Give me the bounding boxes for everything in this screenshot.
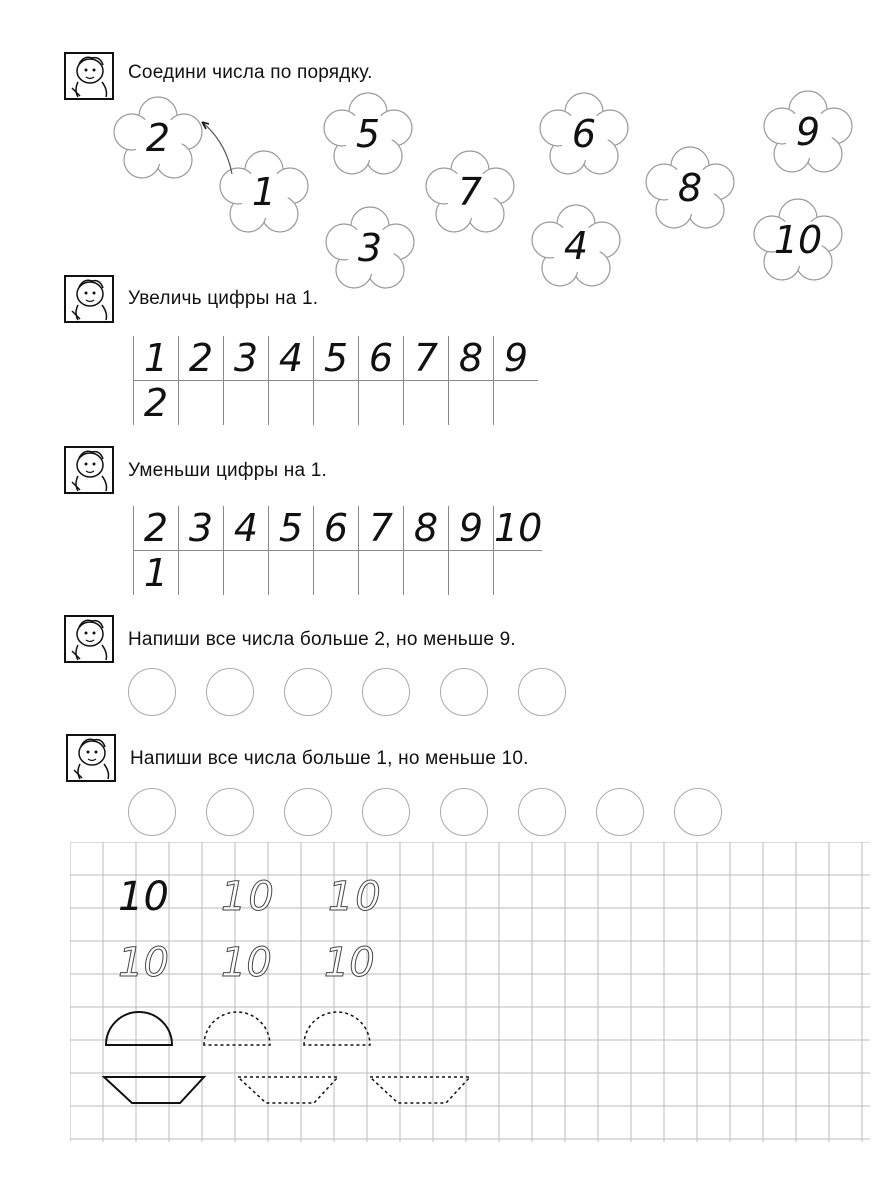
trace-ten: 10 <box>220 940 272 986</box>
answer-cell[interactable]: 1 <box>134 551 179 596</box>
given-digit-cell: 3 <box>179 506 224 551</box>
flower-number: 10 <box>773 218 823 262</box>
answer-cell[interactable] <box>269 381 314 426</box>
trace-ten: 10 <box>327 874 383 920</box>
given-digit-cell: 5 <box>269 506 314 551</box>
number-flower <box>324 206 416 290</box>
given-digit-cell: 3 <box>224 336 269 381</box>
answer-cell[interactable] <box>224 551 269 596</box>
given-digit-cell: 9 <box>494 336 539 381</box>
increase-table <box>133 336 538 425</box>
answer-circle[interactable] <box>284 668 332 716</box>
flower-number: 7 <box>457 170 483 214</box>
flower-number: 5 <box>355 112 381 156</box>
answer-circle[interactable] <box>284 788 332 836</box>
flower-number: 6 <box>571 112 597 156</box>
answer-cell[interactable] <box>179 551 224 596</box>
answer-cell[interactable] <box>359 551 404 596</box>
answer-cell[interactable] <box>494 551 543 596</box>
given-digit-cell: 10 <box>494 506 543 550</box>
shape-patterns <box>100 1005 480 1120</box>
answer-cell[interactable] <box>269 551 314 596</box>
trapezoid-trace <box>238 1077 338 1103</box>
semicircle-trace <box>304 1012 370 1045</box>
semicircle-shape <box>106 1012 172 1045</box>
flower-number: 9 <box>795 110 821 154</box>
copy-row-2 <box>118 940 375 986</box>
given-digit-cell: 1 <box>134 336 179 381</box>
task-icon-5 <box>66 734 116 782</box>
answer-cell[interactable] <box>494 381 539 426</box>
number-flower <box>644 146 736 230</box>
answer-cell[interactable]: 2 <box>134 381 179 426</box>
task-icon-1 <box>64 52 114 100</box>
given-digit-cell: 6 <box>314 506 359 551</box>
number-flower <box>322 92 414 176</box>
connect-arrow <box>190 112 250 182</box>
task-icon-4 <box>64 615 114 663</box>
given-digit-cell: 4 <box>269 336 314 381</box>
given-digit-cell: 8 <box>404 506 449 551</box>
answer-circle[interactable] <box>440 668 488 716</box>
given-digit-cell: 5 <box>314 336 359 381</box>
answer-cell[interactable] <box>179 381 224 426</box>
answer-cell[interactable] <box>224 381 269 426</box>
child-face-icon <box>64 275 114 323</box>
answer-circle[interactable] <box>206 668 254 716</box>
task-title-5: Напиши все числа больше 1, но меньше 10. <box>130 748 529 769</box>
answer-circle[interactable] <box>518 668 566 716</box>
given-digit-cell: 2 <box>179 336 224 381</box>
child-face-icon <box>64 615 114 663</box>
flower-number: 8 <box>677 166 703 210</box>
semicircle-trace <box>204 1012 270 1045</box>
task-icon-3 <box>64 446 114 494</box>
answer-circles-task5 <box>128 788 722 836</box>
answer-circle[interactable] <box>440 788 488 836</box>
answer-circles-task4 <box>128 668 566 716</box>
task-title-3: Уменьши цифры на 1. <box>128 460 327 481</box>
trapezoid-trace <box>370 1077 470 1103</box>
sample-ten: 10 <box>118 874 169 920</box>
given-digit-cell: 8 <box>449 336 494 381</box>
given-digit-cell: 7 <box>404 336 449 381</box>
given-digit-cell: 9 <box>449 506 494 551</box>
number-flower <box>424 150 516 234</box>
flower-number: 4 <box>563 224 589 268</box>
number-flower <box>762 90 854 174</box>
task-title-1: Соедини числа по порядку. <box>128 62 373 83</box>
number-flower <box>752 198 844 282</box>
task-title-2: Увеличь цифры на 1. <box>128 288 319 309</box>
flower-number: 1 <box>251 170 277 214</box>
answer-circle[interactable] <box>674 788 722 836</box>
trace-ten: 10 <box>323 940 375 986</box>
answer-circle[interactable] <box>128 788 176 836</box>
copy-row-1 <box>118 874 383 920</box>
trace-ten: 10 <box>118 940 169 986</box>
trace-ten: 10 <box>220 874 276 920</box>
flower-number: 2 <box>145 116 171 160</box>
answer-circle[interactable] <box>596 788 644 836</box>
trapezoid-shape <box>104 1077 204 1103</box>
number-flower <box>538 92 630 176</box>
task-title-4: Напиши все числа больше 2, но меньше 9. <box>128 629 516 650</box>
answer-circle[interactable] <box>518 788 566 836</box>
answer-circle[interactable] <box>362 788 410 836</box>
given-digit-cell: 2 <box>134 506 179 551</box>
decrease-table <box>133 506 542 595</box>
answer-cell[interactable] <box>404 551 449 596</box>
number-flower <box>530 204 622 288</box>
given-digit-cell: 6 <box>359 336 404 381</box>
given-digit-cell: 4 <box>224 506 269 551</box>
child-face-icon <box>64 52 114 100</box>
flower-number: 3 <box>357 226 383 270</box>
answer-circle[interactable] <box>362 668 410 716</box>
answer-circle[interactable] <box>128 668 176 716</box>
answer-cell[interactable] <box>449 551 494 596</box>
given-digit-cell: 7 <box>359 506 404 551</box>
answer-cell[interactable] <box>404 381 449 426</box>
task-icon-2 <box>64 275 114 323</box>
answer-cell[interactable] <box>314 551 359 596</box>
answer-circle[interactable] <box>206 788 254 836</box>
answer-cell[interactable] <box>359 381 404 426</box>
answer-cell[interactable] <box>449 381 494 426</box>
child-face-icon <box>64 446 114 494</box>
child-face-icon <box>66 734 116 782</box>
answer-cell[interactable] <box>314 381 359 426</box>
